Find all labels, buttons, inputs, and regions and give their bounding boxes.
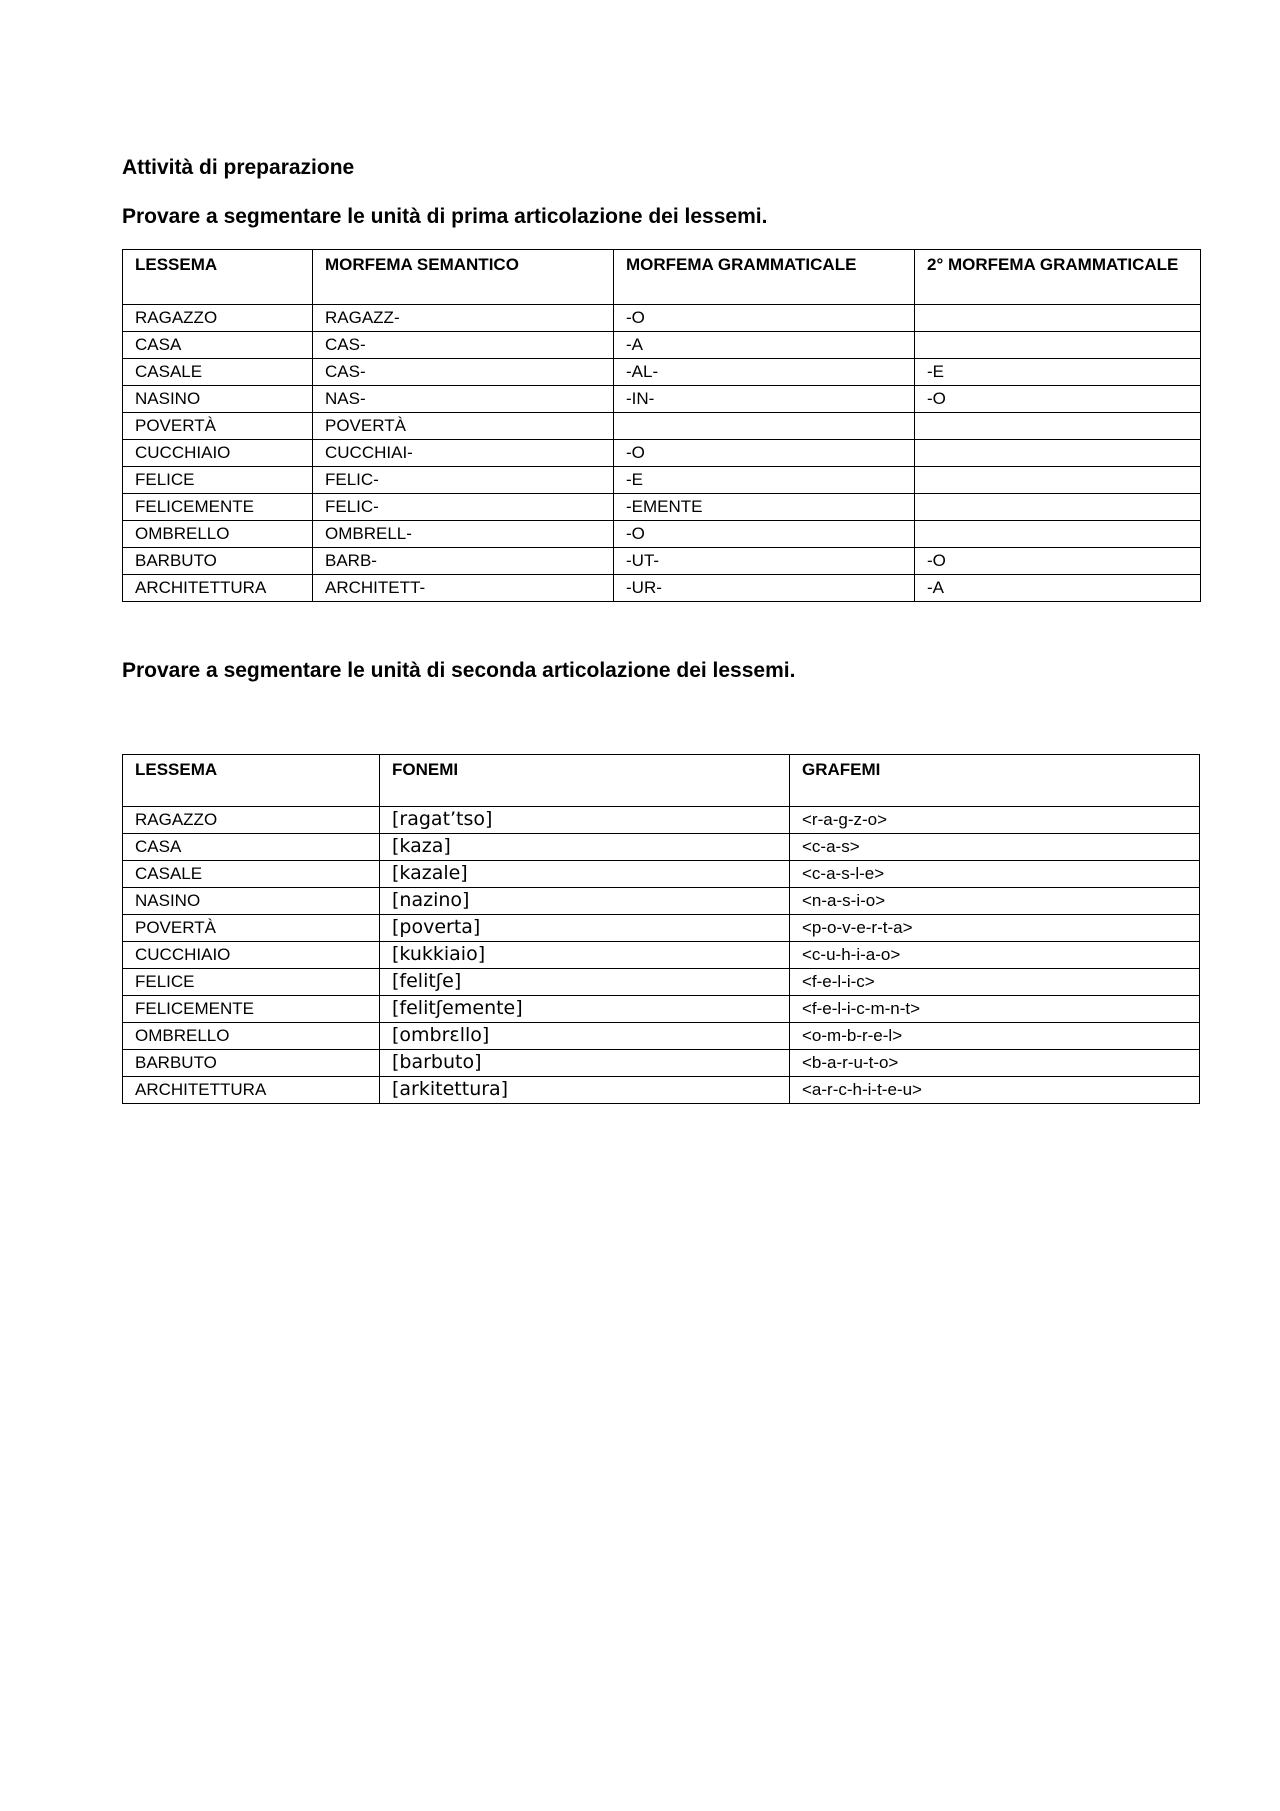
table-row [123,1023,1200,1050]
cell-morfema-semantico: FELIC- [313,467,614,494]
table-row [123,413,1201,440]
cell-grafemi: <c-u-h-i-a-o> [790,942,1200,969]
table-row [123,494,1201,521]
cell-morfema-semantico: BARB- [313,548,614,575]
cell-lessema: CASALE [123,861,380,888]
cell-lessema: BARBUTO [123,548,313,575]
second-articulation-heading: Provare a segmentare le unità di seconda articolazione dei lessemi. [122,659,796,682]
cell-secondo-morfema-grammaticale: -A [915,575,1201,602]
cell-secondo-morfema-grammaticale [915,332,1201,359]
cell-fonemi: [barbuto] [380,1050,790,1077]
column-header-fonemi: FONEMI [380,755,790,807]
cell-morfema-semantico: OMBRELL- [313,521,614,548]
cell-lessema: RAGAZZO [123,305,313,332]
cell-secondo-morfema-grammaticale [915,440,1201,467]
cell-secondo-morfema-grammaticale [915,305,1201,332]
cell-lessema: FELICEMENTE [123,996,380,1023]
table-row [123,386,1201,413]
column-header-secondo-morfema-grammaticale: 2° MORFEMA GRAMMATICALE [915,250,1201,305]
cell-lessema: CASALE [123,359,313,386]
first-articulation-table [122,249,1201,602]
cell-lessema: CASA [123,834,380,861]
cell-fonemi: [arkitettura] [380,1077,790,1104]
cell-morfema-semantico: POVERTÀ [313,413,614,440]
cell-lessema: RAGAZZO [123,807,380,834]
cell-fonemi: [ragat’tso] [380,807,790,834]
cell-lessema: NASINO [123,386,313,413]
cell-morfema-grammaticale: -O [614,305,915,332]
first-articulation-heading: Provare a segmentare le unità di prima articolazione dei lessemi. [122,205,768,228]
table-row [123,1077,1200,1104]
cell-lessema: NASINO [123,888,380,915]
table-row [123,861,1200,888]
cell-grafemi: <p-o-v-e-r-t-a> [790,915,1200,942]
cell-fonemi: [nazino] [380,888,790,915]
column-header-morfema-grammaticale: MORFEMA GRAMMATICALE [614,250,915,305]
cell-fonemi: [felitʃemente] [380,996,790,1023]
cell-lessema: FELICE [123,969,380,996]
table-row [123,1050,1200,1077]
table-row [123,834,1200,861]
cell-lessema: OMBRELLO [123,1023,380,1050]
table-row [123,440,1201,467]
cell-morfema-grammaticale: -A [614,332,915,359]
table-row [123,942,1200,969]
cell-grafemi: <b-a-r-u-t-o> [790,1050,1200,1077]
cell-morfema-grammaticale: -EMENTE [614,494,915,521]
cell-fonemi: [ombrɛllo] [380,1023,790,1050]
cell-secondo-morfema-grammaticale: -O [915,548,1201,575]
cell-lessema: FELICEMENTE [123,494,313,521]
table-row [123,332,1201,359]
cell-morfema-semantico: NAS- [313,386,614,413]
cell-secondo-morfema-grammaticale [915,494,1201,521]
cell-secondo-morfema-grammaticale [915,413,1201,440]
cell-secondo-morfema-grammaticale: -E [915,359,1201,386]
cell-morfema-semantico: FELIC- [313,494,614,521]
cell-morfema-semantico: ARCHITETT- [313,575,614,602]
cell-fonemi: [kazale] [380,861,790,888]
cell-secondo-morfema-grammaticale [915,521,1201,548]
cell-secondo-morfema-grammaticale: -O [915,386,1201,413]
table-row [123,996,1200,1023]
table-row [123,807,1200,834]
cell-morfema-grammaticale: -O [614,521,915,548]
table-header-row [123,755,1200,807]
table-row [123,467,1201,494]
cell-morfema-grammaticale [614,413,915,440]
cell-lessema: ARCHITETTURA [123,1077,380,1104]
table-row [123,548,1201,575]
column-header-grafemi: GRAFEMI [790,755,1200,807]
cell-lessema: FELICE [123,467,313,494]
cell-morfema-semantico: CAS- [313,332,614,359]
table-header-row [123,250,1201,305]
cell-morfema-grammaticale: -AL- [614,359,915,386]
cell-fonemi: [felitʃe] [380,969,790,996]
cell-grafemi: <r-a-g-z-o> [790,807,1200,834]
cell-secondo-morfema-grammaticale [915,467,1201,494]
column-header-lessema: LESSEMA [123,250,313,305]
cell-lessema: CASA [123,332,313,359]
cell-fonemi: [kukkiaio] [380,942,790,969]
table-row [123,521,1201,548]
table-row [123,575,1201,602]
cell-morfema-semantico: CUCCHIAI- [313,440,614,467]
cell-fonemi: [poverta] [380,915,790,942]
cell-lessema: CUCCHIAIO [123,942,380,969]
cell-lessema: BARBUTO [123,1050,380,1077]
column-header-lessema: LESSEMA [123,755,380,807]
cell-morfema-grammaticale: -UR- [614,575,915,602]
cell-lessema: POVERTÀ [123,413,313,440]
table-row [123,888,1200,915]
table-row [123,305,1201,332]
cell-morfema-grammaticale: -UT- [614,548,915,575]
table-row [123,915,1200,942]
cell-fonemi: [kaza] [380,834,790,861]
page-title: Attività di preparazione [122,156,355,179]
table-row [123,969,1200,996]
cell-grafemi: <f-e-l-i-c-m-n-t> [790,996,1200,1023]
cell-grafemi: <c-a-s-l-e> [790,861,1200,888]
cell-grafemi: <f-e-l-i-c> [790,969,1200,996]
cell-morfema-grammaticale: -O [614,440,915,467]
cell-morfema-semantico: RAGAZZ- [313,305,614,332]
cell-grafemi: <o-m-b-r-e-l> [790,1023,1200,1050]
cell-lessema: ARCHITETTURA [123,575,313,602]
table-row [123,359,1201,386]
cell-morfema-grammaticale: -IN- [614,386,915,413]
cell-morfema-semantico: CAS- [313,359,614,386]
cell-grafemi: <c-a-s> [790,834,1200,861]
cell-grafemi: <n-a-s-i-o> [790,888,1200,915]
second-articulation-table [122,754,1200,1104]
cell-lessema: POVERTÀ [123,915,380,942]
cell-morfema-grammaticale: -E [614,467,915,494]
cell-lessema: CUCCHIAIO [123,440,313,467]
cell-lessema: OMBRELLO [123,521,313,548]
cell-grafemi: <a-r-c-h-i-t-e-u> [790,1077,1200,1104]
column-header-morfema-semantico: MORFEMA SEMANTICO [313,250,614,305]
